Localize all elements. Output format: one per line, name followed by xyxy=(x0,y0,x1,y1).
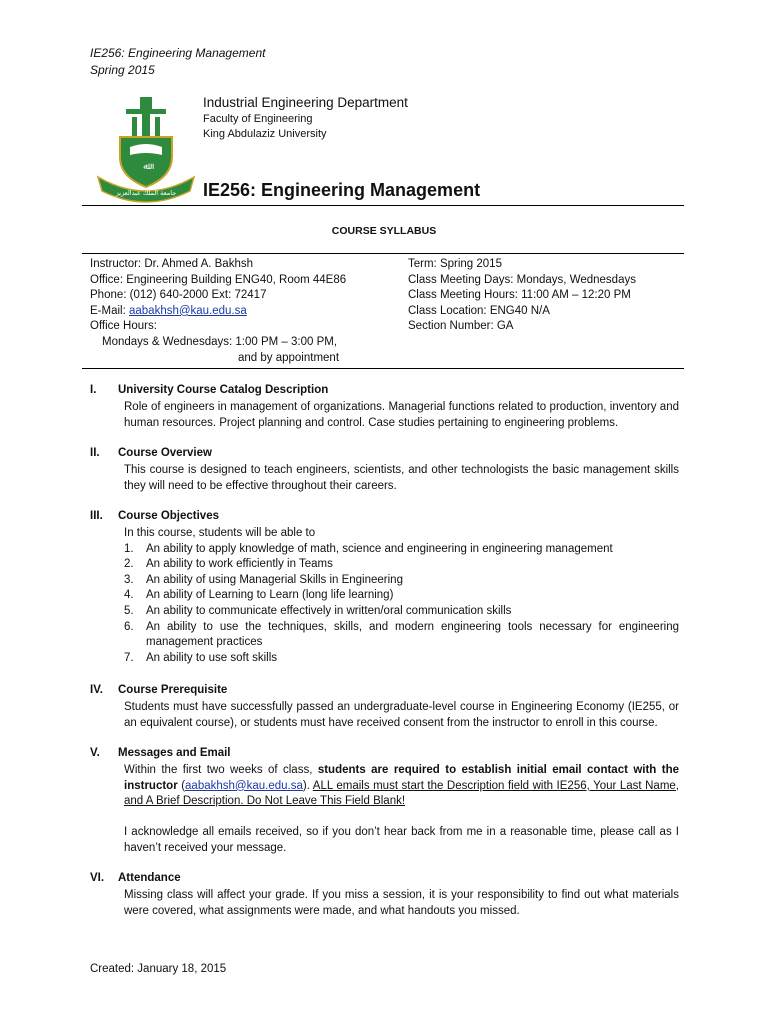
section-5-paragraph-2: I acknowledge all emails received, so if you don’t hear back from me in a reasonable time, please call as I haven’t received your message. xyxy=(124,826,679,854)
header-term: Spring 2015 xyxy=(90,63,155,77)
university-name: King Abdulaziz University xyxy=(203,128,327,140)
class-location: Class Location: ENG40 N/A xyxy=(408,304,550,317)
office-location: Office: Engineering Building ENG40, Room 44E86 xyxy=(90,273,347,286)
list-item: 6. An ability to use the techniques, skills, and modern engineering tools necessary for engineering management practices xyxy=(124,620,679,649)
list-item: 5. An ability to communicate effectively in written/oral communication skills xyxy=(124,604,512,617)
info-top-divider xyxy=(82,253,684,254)
title-divider xyxy=(82,205,684,206)
syllabus-heading: COURSE SYLLABUS xyxy=(331,225,437,237)
section-4-number: IV. xyxy=(90,684,104,696)
section-number: Section Number: GA xyxy=(408,320,514,333)
section-3-title: Course Objectives xyxy=(118,510,219,522)
list-item: 2. An ability to work efficiently in Teams xyxy=(124,558,333,571)
office-hours-days: Mondays & Wednesdays: 1:00 PM – 3:00 PM, xyxy=(102,335,338,348)
section-5-paragraph-1: Within the first two weeks of class, students are required to establish initial email contact with the instructor (aabakhsh@kau.edu.sa). ALL emails must start the Description field with IE256, Your Last Name, and A Brief Description. Do Not Leave This Field Blank! xyxy=(124,764,680,808)
phone-number: Phone: (012) 640-2000 Ext: 72417 xyxy=(90,289,267,302)
created-date: Created: January 18, 2015 xyxy=(90,963,227,975)
email-line: E-Mail: aabakhsh@kau.edu.sa xyxy=(90,304,247,317)
office-hours-appointment: and by appointment xyxy=(238,351,340,364)
section-1-title: University Course Catalog Description xyxy=(118,384,329,396)
section-6-number: VI. xyxy=(90,872,105,884)
university-logo xyxy=(96,95,196,207)
objectives-intro: In this course, students will be able to xyxy=(124,527,316,539)
list-item: 3. An ability of using Managerial Skills in Engineering xyxy=(124,573,403,586)
section-3-number: III. xyxy=(90,510,103,522)
email-link[interactable]: aabakhsh@kau.edu.sa xyxy=(128,304,247,317)
meeting-hours: Class Meeting Hours: 11:00 AM – 12:20 PM xyxy=(408,289,631,302)
meeting-days: Class Meeting Days: Mondays, Wednesdays xyxy=(408,273,636,286)
department-name: Industrial Engineering Department xyxy=(203,95,408,110)
section-5-number: V. xyxy=(90,747,100,759)
logo-caption: جامعة الملك عبدالعزيز xyxy=(115,189,177,197)
header-course: IE256: Engineering Management xyxy=(90,46,266,60)
section-2-number: II. xyxy=(90,447,100,459)
running-header xyxy=(90,45,265,79)
svg-text:ﷲ: ﷲ xyxy=(143,162,149,172)
instructor-name: Instructor: Dr. Ahmed A. Bakhsh xyxy=(90,258,253,270)
section-6-body: Missing class will affect your grade. If you miss a session, it is your responsibility to find out what materials were covered, what assignments were made, and what handouts you missed. xyxy=(124,889,679,917)
objectives-list xyxy=(124,526,679,666)
section-2-body: This course is designed to teach engineers, scientists, and other technologists the basic management skills they will need to be effective throughout their careers. xyxy=(124,464,679,492)
section-1-number: I. xyxy=(90,384,97,396)
office-hours-label: Office Hours: xyxy=(90,320,157,333)
section-5-title: Messages and Email xyxy=(118,747,231,759)
instructor-email-link[interactable]: aabakhsh@kau.edu.sa xyxy=(185,779,303,792)
section-6-title: Attendance xyxy=(118,872,181,884)
document-title: IE256: Engineering Management xyxy=(203,180,481,200)
list-item: 4. An ability of Learning to Learn (long life learning) xyxy=(124,589,394,602)
term: Term: Spring 2015 xyxy=(408,258,502,270)
info-bottom-divider xyxy=(82,368,684,369)
section-4-title: Course Prerequisite xyxy=(118,684,228,696)
list-item: 1. An ability to apply knowledge of math, science and engineering in engineering management xyxy=(124,542,613,555)
class-info xyxy=(408,257,636,335)
list-item: 7. An ability to use soft skills xyxy=(124,651,278,664)
instructor-info xyxy=(90,257,346,366)
section-1-body: Role of engineers in management of organizations. Managerial functions related to production, inventory and human resources. Project planning and control. Case studies pertaining to engineering problems. xyxy=(124,401,679,429)
faculty-name: Faculty of Engineering xyxy=(203,113,313,125)
section-4-body: Students must have successfully passed an undergraduate-level course in Engineering Economy (IE255, or an equivalent course), or students must have received consent from the instructor to enroll in this course. xyxy=(124,701,679,729)
section-2-title: Course Overview xyxy=(118,447,212,459)
